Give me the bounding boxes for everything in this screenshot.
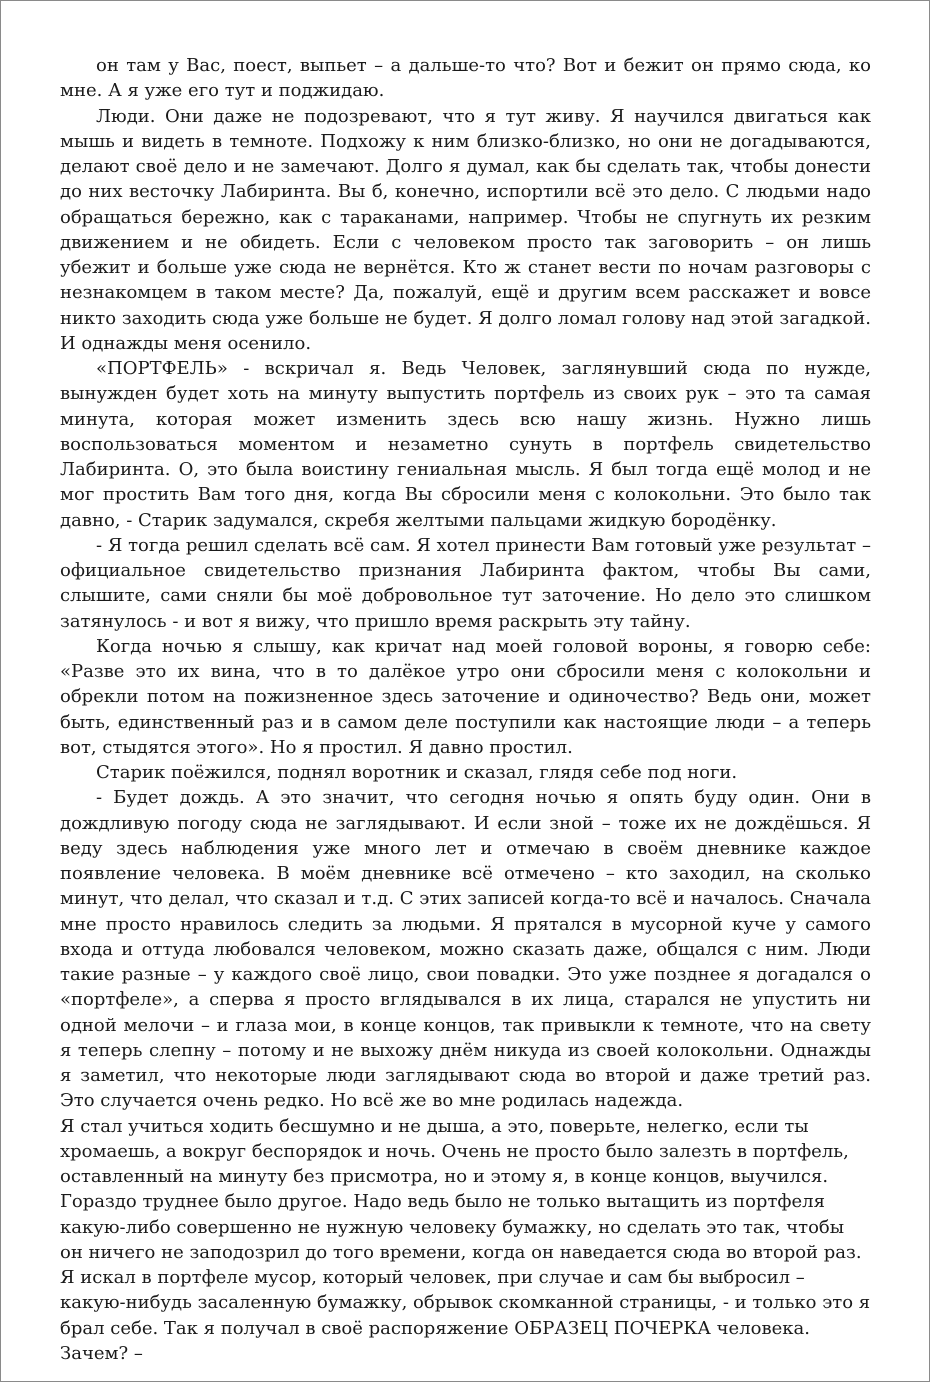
paragraph-1: он там у Вас, поест, выпьет – а дальше-то что? Вот и бежит он прямо сюда, ко мне. А я уже его тут и поджидаю.: [60, 55, 871, 102]
paragraph-7: - Будет дождь. А это значит, что сегодня ночью я опять буду один. Они в дождливую погоду сюда не заглядывают. И если зной – тоже их не дождёшься. Я веду здесь наблюдения уже много лет и отмечаю в своём дневнике каждое появление человека. В моём дневнике всё отмечено – кто заходил, на сколько минут, что делал, что сказал и т.д. С этих записей когда-то всё и началось. Сначала мне просто нравилось следить за людьми. Я прятался в мусорной куче у самого входа и оттуда любовался человеком, можно сказать даже, общался с ним. Люди такие разные – у каждого своё лицо, свои повадки. Это уже позднее я догадался о «портфеле», а сперва я просто вглядывался в их лица, старался не упустить ни одной мелочи – и глаза мои, в конце концов, так привыкли к темноте, что на свету я теперь слепну – потому и не выхожу днём никуда из своей колокольни. Однажды я заметил, что некоторые люди заглядывают сюда во второй и даже третий раз. Это случается очень редко. Но всё же во мне родилась надежда.: [60, 787, 871, 1112]
paragraph-5: Когда ночью я слышу, как кричат над моей головой вороны, я говорю себе: «Разве это их вина, что в то далёкое утро они сбросили меня с колокольни и обрекли потом на пожизненное здесь заточение и одиночество? Ведь они, может быть, единственный раз и в самом деле поступили как настоящие люди – а теперь вот, стыдятся этого». Но я простил. Я давно простил.: [60, 635, 871, 758]
document-body: [60, 53, 871, 1366]
paragraph-8: Я стал учиться ходить бесшумно и не дыша, а это, поверьте, нелегко, если ты хромаешь, а вокруг беспорядок и ночь. Очень не просто было залезть в портфель, оставленный на минуту без присмотра, но и этому я, в конце концов, выучился. Гораздо труднее было другое. Надо ведь было не только вытащить из портфеля какую-либо совершенно не нужную человеку бумажку, но сделать это так, чтобы он ничего не заподозрил до того времени, когда он наведается сюда во второй раз. Я искал в портфеле мусор, который человек, при случае и сам бы выбросил – какую-нибудь засаленную бумажку, обрывок скомканной страницы, - и только это я брал себе. Так я получал в своё распоряжение ОБРАЗЕЦ ПОЧЕРКА человека. Зачем? –: [60, 1115, 871, 1364]
paragraph-2: Люди. Они даже не подозревают, что я тут живу. Я научился двигаться как мышь и видеть в темноте. Подхожу к ним близко-близко, но они не догадываются, делают своё дело и не замечают. Долго я думал, как бы сделать так, чтобы донести до них весточку Лабиринта. Вы б, конечно, испортили всё это дело. С людьми надо обращаться бережно, как с тараканами, например. Чтобы не спугнуть их резким движением и не обидеть. Если с человеком просто так заговорить – он лишь убежит и больше уже сюда не вернётся. Кто ж станет вести по ночам разговоры с незнакомцем в таком месте? Да, пожалуй, ещё и другим всем расскажет и вовсе никто заходить сюда уже больше не будет. Я долго ломал голову над этой загадкой. И однажды меня осенило.: [60, 105, 871, 354]
paragraph-3: «ПОРТФЕЛЬ» - вскричал я. Ведь Человек, заглянувший сюда по нужде, вынужден будет хоть на минуту выпустить портфель из своих рук – это та самая минута, которая может изменить здесь всю нашу жизнь. Нужно лишь воспользоваться моментом и незаметно сунуть в портфель свидетельство Лабиринта. О, это была воистину гениальная мысль. Я был тогда ещё молод и не мог простить Вам того дня, когда Вы сбросили меня с колокольни. Это было так давно, - Старик задумался, скребя желтыми пальцами жидкую бородёнку.: [60, 358, 871, 531]
paragraph-4: - Я тогда решил сделать всё сам. Я хотел принести Вам готовый уже результат – официальное свидетельство признания Лабиринта фактом, чтобы Вы сами, слышите, сами сняли бы моё добровольное тут заточение. Но дело это слишком затянулось - и вот я вижу, что пришло время раскрыть эту тайну.: [60, 534, 871, 632]
paragraph-6: Старик поёжился, поднял воротник и сказал, глядя себе под ноги.: [96, 762, 738, 783]
